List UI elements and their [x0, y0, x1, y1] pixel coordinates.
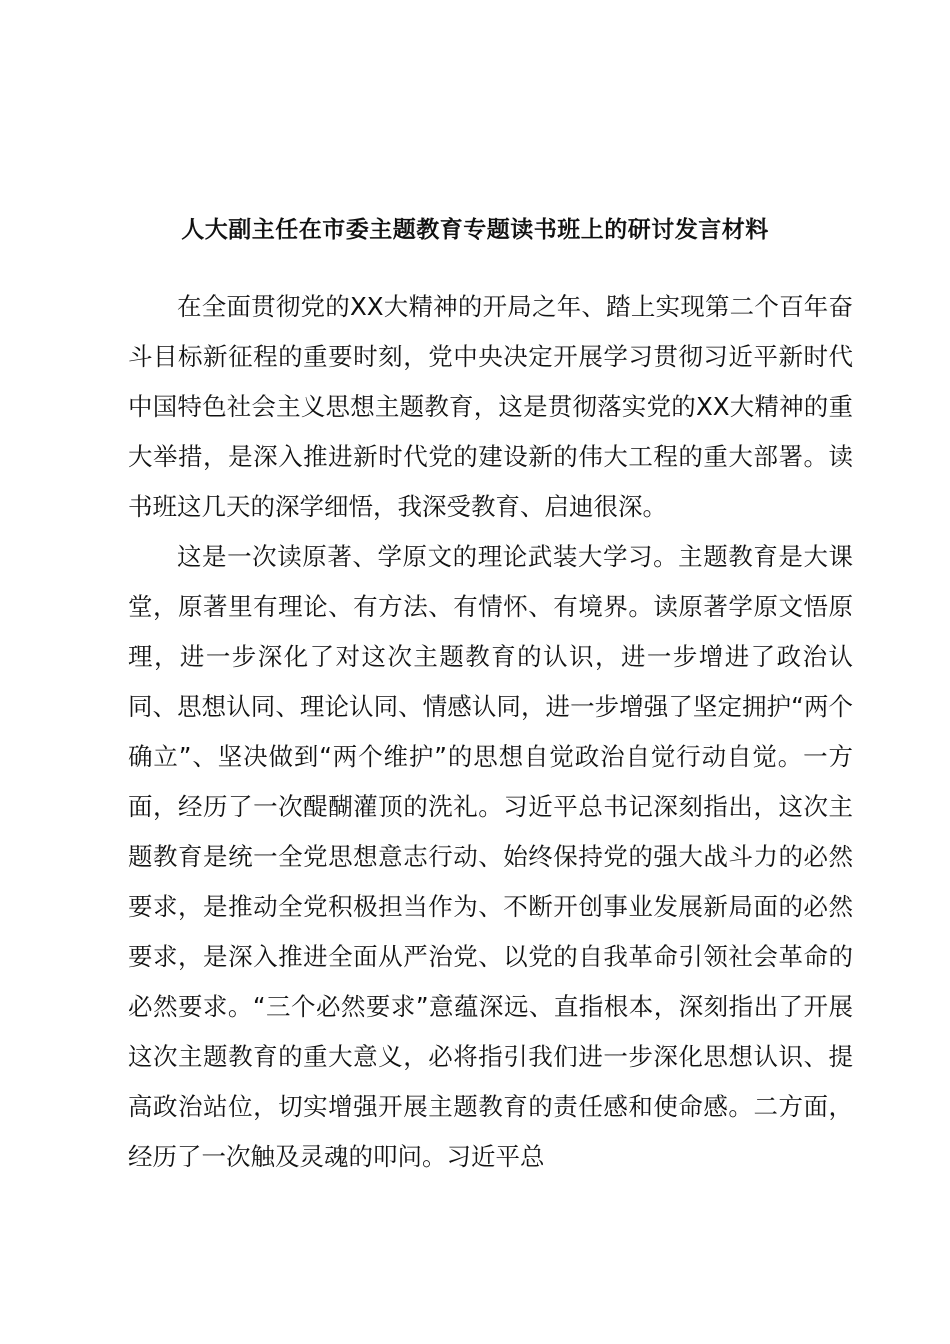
- paragraph-intro: 在全面贯彻党的XX大精神的开局之年、踏上实现第二个百年奋斗目标新征程的重要时刻，党中央决定开展学习贯彻习近平新时代中国特色社会主义思想主题教育，这是贯彻落实党的XX大精神的重大举措，是深入推进新时代党的建设新的伟大工程的重大部署。读书班这几天的深学细悟，我深受教育、启迪很深。: [128, 292, 853, 521]
- document-body: [128, 282, 853, 1182]
- document-title: 人大副主任在市委主题教育专题读书班上的研讨发言材料: [181, 217, 769, 243]
- paragraph-reading-study: 这是一次读原著、学原文的理论武装大学习。主题教育是大课堂，原著里有理论、有方法、有情怀、有境界。读原著学原文悟原理，进一步深化了对这次主题教育的认识，进一步增进了政治认同、思想认同、理论认同、情感认同，进一步增强了坚定拥护“两个确立”、坚决做到“两个维护”的思想自觉政治自觉行动自觉。一方面，经历了一次醍醐灌顶的洗礼。习近平总书记深刻指出，这次主题教育是统一全党思想意志行动、始终保持党的强大战斗力的必然要求，是推动全党积极担当作为、不断开创事业发展新局面的必然要求，是深入推进全面从严治党、以党的自我革命引领社会革命的必然要求。“三个必然要求”意蕴深远、直指根本，深刻指出了开展这次主题教育的重大意义，必将指引我们进一步深化思想认识、提高政治站位，切实增强开展主题教育的责任感和使命感。二方面，经历了一次触及灵魂的叩问。习近平总: [128, 542, 853, 1171]
